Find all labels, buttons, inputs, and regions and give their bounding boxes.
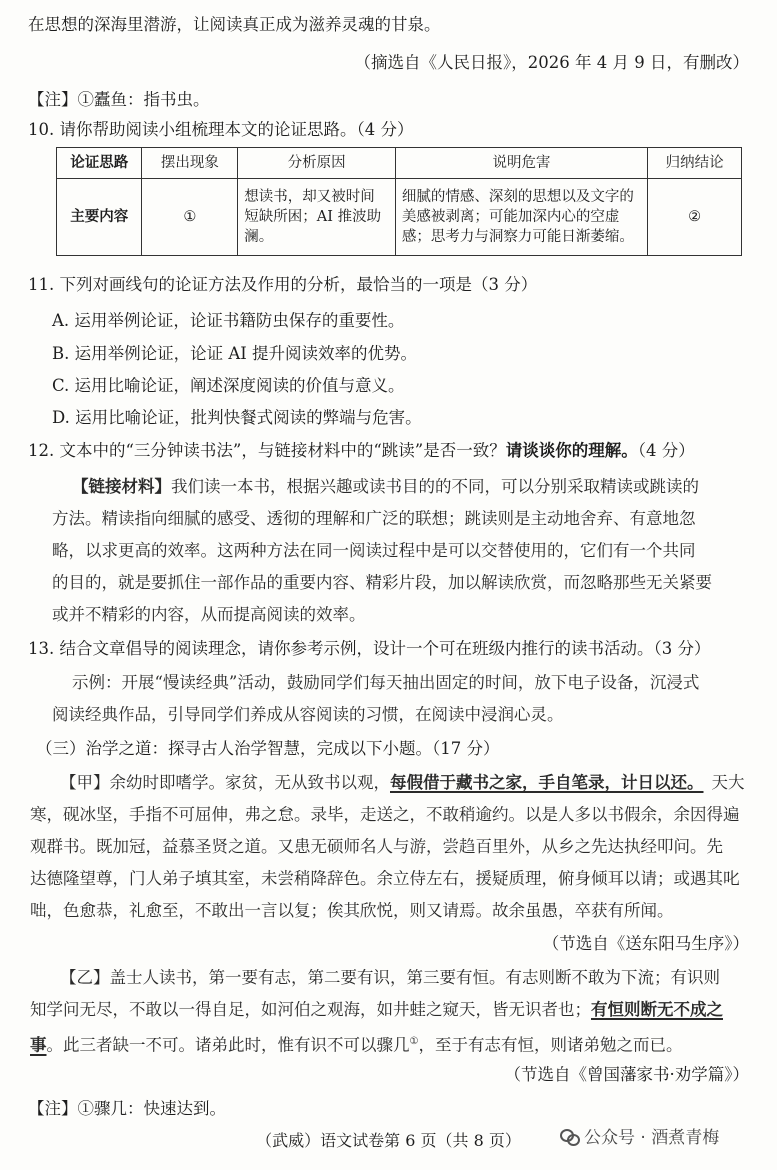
underlined-sentence: 每假借于藏书之家，手自笔录，计日以还。 bbox=[390, 773, 704, 792]
underlined-sentence: 事 bbox=[30, 1035, 47, 1055]
source-citation: （节选自《送东阳马生序》） bbox=[542, 934, 749, 953]
table-header: 归纳结论 bbox=[648, 148, 742, 179]
question-11: 11. 下列对画线句的论证方法及作用的分析，最恰当的一项是（3 分） bbox=[28, 275, 538, 294]
passage-a-line: 咄，色愈恭，礼愈至，不敢出一言以复；俟其欣悦，则又请焉。故余虽愚，卒获有所闻。 bbox=[30, 901, 674, 920]
question-12-prompt: 请谈谈你的理解。 bbox=[505, 441, 638, 460]
table-header: 论证思路 bbox=[57, 148, 142, 179]
link-material-line: 略，以求更高的效率。这两种方法在同一阅读过程中是可以交替使用的，它们有一个共同 bbox=[52, 541, 696, 560]
example-line: 阅读经典作品，引导同学们养成从容阅读的习惯，在阅读中浸润心灵。 bbox=[52, 705, 564, 724]
passage-b-text: ，至于有志有恒，则诸弟勉之而已。 bbox=[418, 1035, 683, 1055]
passage-a-line bbox=[60, 772, 745, 794]
source-citation: （节选自《曾国藩家书·劝学篇》） bbox=[504, 1065, 749, 1084]
option-c: C. 运用比喻论证，阐述深度阅读的价值与意义。 bbox=[52, 376, 405, 395]
link-material-line: 的目的，就是要抓住一部作品的重要内容、精彩片段，加以解读欣赏，而忽略那些无关紧要 bbox=[52, 573, 712, 592]
passage-a-line: 达德隆望尊，门人弟子填其室，未尝稍降辞色。余立侍左右，援疑质理，俯身倾耳以请；或遇其叱 bbox=[30, 869, 740, 888]
footnote-marker: ① bbox=[409, 1036, 419, 1047]
question-12 bbox=[28, 440, 695, 462]
question-13: 13. 结合文章倡导的阅读理念，请你参考示例，设计一个可在班级内推行的读书活动。（3 分） bbox=[28, 639, 711, 658]
question-12-text: 12. 文本中的“三分钟读书法”，与链接材料中的“跳读”是否一致？ bbox=[28, 441, 506, 460]
wechat-icon bbox=[560, 1129, 580, 1145]
passage-b-line bbox=[30, 999, 723, 1021]
table-header: 摆出现象 bbox=[142, 148, 238, 179]
answer-blank-2: ② bbox=[648, 179, 742, 256]
footnote: 【注】①骤几：快速达到。 bbox=[28, 1099, 226, 1118]
link-material-line: 方法。精读指向细腻的感受、透彻的理解和广泛的联想；跳读则是主动地舍弃、有意地忽 bbox=[52, 509, 696, 528]
table-header: 说明危害 bbox=[395, 148, 647, 179]
passage-a-text: 天大 bbox=[711, 773, 745, 792]
section-heading: （三）治学之道：探寻古人治学智慧，完成以下小题。（17 分） bbox=[36, 739, 500, 758]
table-row-label: 主要内容 bbox=[57, 179, 142, 256]
passage-a-line: 寒，砚冰坚，手指不可屈伸，弗之怠。录毕，走送之，不敢稍逾约。以是人多以书假余，余因得遍 bbox=[30, 805, 740, 824]
source-citation: （摘选自《人民日报》，2026 年 4 月 9 日，有删改） bbox=[354, 53, 749, 72]
watermark-text: 公众号 · 酒煮青梅 bbox=[584, 1128, 720, 1148]
passage-b-text: 知学问无尽，不敢以一得自足，如河伯之观海，如井蛙之窥天，皆无识者也； bbox=[30, 1000, 591, 1019]
page-footer: （武威）语文试卷第 6 页（共 8 页） bbox=[256, 1131, 521, 1150]
passage-a-tag: 【甲】 bbox=[60, 773, 110, 792]
answer-blank-1: ① bbox=[142, 179, 238, 256]
link-material-tag: 【链接材料】 bbox=[72, 477, 171, 496]
passage-a-text: 余幼时即嗜学。家贫，无从致书以观， bbox=[109, 773, 390, 792]
passage-b-text: 盖士人读书，第一要有志，第二要有识，第三要有恒。有志则断不敢为下流；有识则 bbox=[109, 968, 720, 987]
option-a: A. 运用举例论证，论证书籍防虫保存的重要性。 bbox=[52, 311, 405, 330]
link-material-line: 或并不精彩的内容，从而提高阅读的效率。 bbox=[52, 605, 366, 624]
option-b: B. 运用举例论证，论证 AI 提升阅读效率的优势。 bbox=[52, 344, 418, 363]
passage-b-line bbox=[60, 967, 720, 989]
link-material-line bbox=[72, 476, 699, 498]
table-header: 分析原因 bbox=[238, 148, 396, 179]
question-12-score: （4 分） bbox=[637, 441, 695, 460]
footnote: 【注】①蠹鱼：指书虫。 bbox=[28, 90, 210, 109]
passage-a-line: 观群书。既加冠，益慕圣贤之道。又患无硕师名人与游，尝趋百里外，从乡之先达执经叩问。先 bbox=[30, 837, 723, 856]
argument-flow-table bbox=[56, 147, 742, 256]
underlined-sentence: 有恒则断无不成之 bbox=[591, 1000, 723, 1019]
body-line: 在思想的深海里潜游，让阅读真正成为滋养灵魂的甘泉。 bbox=[28, 15, 441, 34]
example-line: 示例：开展“慢读经典”活动，鼓励同学们每天抽出固定的时间，放下电子设备，沉浸式 bbox=[72, 673, 700, 692]
passage-b-tag: 【乙】 bbox=[60, 968, 110, 987]
passage-b-line bbox=[30, 1031, 682, 1057]
link-material-text: 我们读一本书，根据兴趣或读书目的的不同，可以分别采取精读或跳读的 bbox=[171, 477, 699, 496]
table-cell: 想读书，却又被时间短缺所困；AI 推波助澜。 bbox=[238, 179, 396, 256]
option-d: D. 运用比喻论证，批判快餐式阅读的弊端与危害。 bbox=[52, 408, 422, 427]
passage-b-text: 。此三者缺一不可。诸弟此时，惟有识不可以骤几 bbox=[46, 1035, 410, 1055]
table-cell: 细腻的情感、深刻的思想以及文字的美感被剥离；可能加深内心的空虚感；思考力与洞察力可能日渐萎缩。 bbox=[395, 179, 647, 256]
question-10: 10. 请你帮助阅读小组梳理本文的论证思路。（4 分） bbox=[28, 120, 414, 139]
watermark bbox=[560, 1126, 719, 1150]
